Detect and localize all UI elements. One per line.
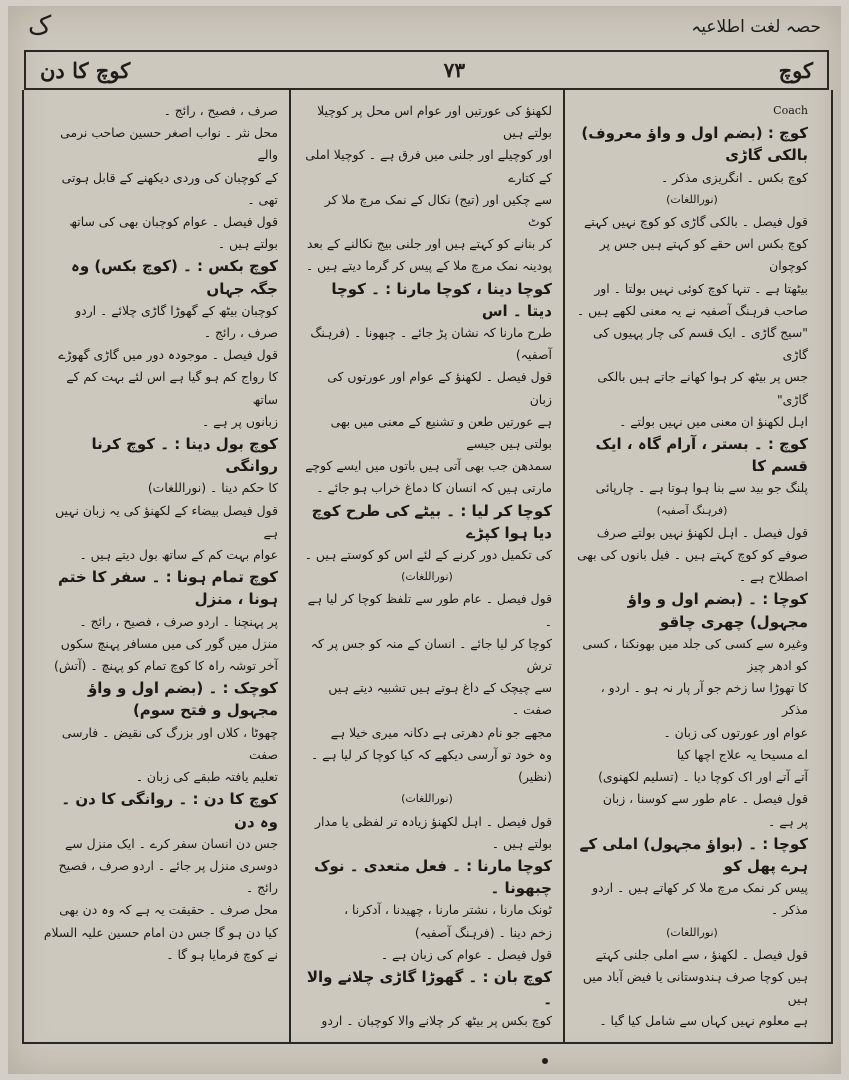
first-entry-word: کوچ xyxy=(778,57,813,83)
text-line: عوام اور عورتوں کی زبان ۔ xyxy=(663,724,808,740)
entry-headword: کوچ بکس : ۔ (کوچ بکس) وہ جگہ جہاں xyxy=(71,257,278,298)
entry-headword: کوچا : ۔ (بضم اول و واؤ مجہول) چھری چاقو xyxy=(627,590,808,631)
text-line: پر ہے ۔ xyxy=(768,813,808,829)
running-title: حصہ لغت اطلاعیہ xyxy=(691,16,821,37)
column-right xyxy=(566,92,818,1042)
text-line: قول فیصل ۔ موجودہ دور میں گاڑی گھوڑے xyxy=(58,347,278,363)
text-line: زخم دینا ۔ (فرہنگ آصفیہ) xyxy=(414,924,552,940)
top-header xyxy=(28,8,821,44)
text-line: قول فیصل ۔ اہل لکھنؤ نہیں بولتے صرف xyxy=(596,524,808,540)
header-bar xyxy=(24,50,829,90)
text-line: قول فیصل ۔ عوام کی زبان ہے ۔ xyxy=(380,946,552,962)
text-line: صاحب فرہنگ آصفیہ نے یہ معنی لکھے ہیں ۔ xyxy=(576,302,808,318)
column-divider xyxy=(289,90,291,1044)
text-line: مجھے جو نام دھرتی ہے دکانہ میری خیلا ہے xyxy=(330,724,552,740)
text-line: صرف ، رائج ۔ xyxy=(203,325,278,341)
section-letter: ک xyxy=(28,11,52,41)
entry-headword: کوچ بان : ۔ گھوڑا گاڑی چلانے والا ۔ xyxy=(306,967,552,1009)
text-line: بولتے ہیں ۔ xyxy=(491,835,552,851)
column-middle xyxy=(292,92,562,1042)
text-line: صرف ، فصیح ، رائج ۔ xyxy=(163,103,278,118)
entry-headword: کوچا : ۔ (بواؤ مجہول) املی کے ہرے پھل کو xyxy=(579,834,808,875)
entry-headword: کوچ : ۔ بستر ، آرام گاہ ، ایک قسم کا xyxy=(595,435,808,476)
text-line: ہے معلوم نہیں کہاں سے شامل کیا گیا ۔ xyxy=(599,1013,808,1029)
text-line: کوچ بکس ۔ انگریزی مذکر ۔ xyxy=(660,169,808,185)
column-left xyxy=(30,92,288,1042)
entry-headword: کوچا مارنا : ۔ فعل متعدی ۔ نوک چبھونا ۔ xyxy=(314,856,552,898)
entry-source: (نوراللغات) xyxy=(666,192,718,206)
column-divider xyxy=(563,90,565,1044)
text-line: وغیرہ سے کسی کی جلد میں بھونکنا ، کسی کو ادھر چیز xyxy=(582,635,808,674)
text-line: طرح مارنا کہ نشان پڑ جائے ۔ چبھونا ۔ (فرہنگ آصفیہ) xyxy=(310,325,552,363)
text-line: پودینہ نمک مرچ ملا کے پیس کر گرما دیتے ہیں ۔ xyxy=(305,258,552,274)
text-line: محل نثر ۔ نواب اصغر حسین صاحب نرمی والے xyxy=(60,125,278,163)
entry-headword: کوچ تمام ہونا : ۔ سفر کا ختم ہونا ، منزل xyxy=(58,568,278,609)
text-line: جس دن انسان سفر کرے ۔ ایک منزل سے xyxy=(65,835,278,851)
text-line: کوچا کر لیا جائے ۔ انسان کے منہ کو جس پر کہ ترش xyxy=(310,635,552,674)
text-line: منزل میں گور کی میں مسافر پہنچ سکوں xyxy=(60,635,278,651)
text-line: پیس کر نمک مرچ ملا کر کھاتے ہیں ۔ اردو مذکر ۔ xyxy=(592,880,808,918)
text-line: قول فیصل ۔ عام طور سے تلفظ کوچا کر لیا ہے ۔ xyxy=(307,591,552,629)
entry-headword: کوچ بول دینا : ۔ کوچ کرنا روانگی xyxy=(91,435,278,476)
text-line: چھوٹا ، کلاں اور بزرگ کی نقیض ۔ فارسی صفت xyxy=(61,724,278,762)
text-line: وہ خود تو آرسی دیکھے کہ کیا کوچا کر لیا ہے ۔ (نظیر) xyxy=(310,746,552,785)
text-line: عوام بہت کم کے ساتھ بول دیتے ہیں ۔ xyxy=(79,547,278,563)
text-line: کا حکم دینا ۔ (نوراللغات) xyxy=(147,480,278,496)
page-dot xyxy=(542,1058,548,1064)
text-line: قول فیصل ۔ لکھنؤ ، سے املی جلنی کہتے xyxy=(595,946,808,962)
text-line: محل صرف ۔ حقیقت یہ ہے کہ وہ دن بھی xyxy=(59,902,278,918)
text-line: اہل لکھنؤ ان معنی میں نہیں بولتے ۔ xyxy=(619,413,808,429)
text-line: تعلیم یافتہ طبقے کی زبان ۔ xyxy=(135,769,278,785)
text-line: صوفے کو کوچ کہتے ہیں ۔ فیل بانوں کی بھی xyxy=(577,547,808,563)
text-line: کیا دن ہو گا جس دن امام حسین علیہ السلام xyxy=(43,924,278,940)
text-line: سمدھن جب بھی آتی ہیں باتوں میں ایسے کوچے xyxy=(305,458,552,474)
text-line: کوچ بکس پر بیٹھ کر چلانے والا کوچبان ۔ اردو xyxy=(321,1013,552,1029)
page-number: ۷۳ xyxy=(443,58,466,82)
last-entry-word: کوچ کا دن xyxy=(40,57,131,83)
text-line: آتے آتے اور اک کوچا دیا ۔ (تسلیم لکھنوی) xyxy=(598,769,808,785)
entry-headword: کوچا کر لیا : ۔ بیٹے کی طرح کوچ دیا ہوا کپڑے xyxy=(311,501,552,542)
entry-headword: کوچک : ۔ (بضم اول و واؤ مجہول و فتح سوم) xyxy=(87,679,278,720)
text-line: قول فیصل ۔ اہل لکھنؤ زیادہ تر لفظی یا مدار xyxy=(315,813,552,829)
text-line: کوچ بکس اس حقے کو کہتے ہیں جس پر کوچوان xyxy=(599,236,808,274)
text-line: قول فیصل ۔ عوام کوچبان بھی کی ساتھ xyxy=(69,214,278,230)
text-line: دوسری منزل پر جائے ۔ اردو صرف ، فصیح xyxy=(58,857,278,873)
text-line: ہے عورتیں طعن و تشنیع کے معنی میں بھی بولتی ہیں جیسے xyxy=(330,413,552,452)
text-line: قول فیصل ۔ بالکی گاڑی کو کوچ نہیں کہتے xyxy=(583,214,808,230)
entry-source: (نوراللغات) xyxy=(666,925,718,939)
text-line: اصطلاح ہے ۔ xyxy=(738,569,808,585)
text-line: پر پہنچنا ۔ اردو صرف ، فصیح ، رائج ۔ xyxy=(79,613,278,629)
text-line: قول فیصل ۔ عام طور سے کوسنا ، زبان xyxy=(602,791,808,807)
text-line: پلنگ جو بید سے بنا ہوا ہوتا ہے ۔ چارپائی xyxy=(595,480,808,496)
text-line: رائج ۔ xyxy=(245,880,278,896)
text-line: کے کوچبان کی وردی دیکھنے کے قابل ہوتی تھی ۔ xyxy=(61,169,278,207)
entry-source: (فرہنگ آصفیہ) xyxy=(656,503,728,517)
text-line: اور کوچیلے اور جلنی میں فرق ہے ۔ کوچیلا املی کے کتارے xyxy=(305,147,552,185)
text-line: لکھنؤ کی عورتیں اور عوام اس محل پر کوچیلا بولتے ہیں xyxy=(317,103,552,141)
text-line: ٹونک مارنا ، نشتر مارنا ، چھیدنا ، آدکرنا ، xyxy=(344,902,552,918)
text-line: ہیں کوچا صرف ہندوستانی یا فیض آباد میں ہیں xyxy=(582,968,808,1007)
text-line: سے چیچک کے داغ ہوتے ہیں تشبیہ دیتے ہیں xyxy=(328,680,552,696)
text-line: کا تھوڑا سا زخم جو آر پار نہ ہو ۔ اردو ، مذکر xyxy=(600,680,808,718)
text-line: بیٹھتا ہے ۔ تنہا کوچ کوئی نہیں بولتا ۔ اور xyxy=(594,280,808,296)
entry-headword: کوچ : (بضم اول و واؤ معروف) بالکی گاڑی xyxy=(581,124,808,165)
entry-headword: کوچا دینا ، کوچا مارنا : ۔ کوچا دیتا ۔ اس xyxy=(331,279,552,320)
text-line: کر بنانے کو کہتے ہیں اور جلنی بیج نکالنے کے بعد xyxy=(306,236,552,252)
text-line: اے مسیحا یہ علاج اچھا کیا xyxy=(676,746,808,762)
text-line: نے کوچ فرمایا ہو گا ۔ xyxy=(166,946,278,962)
english-gloss: Coach xyxy=(773,104,808,117)
text-line: سے چکیں اور (تیج) نکال کے نمک مرچ ملا کر کوٹ xyxy=(324,191,552,230)
text-line: جس پر بیٹھ کر ہوا کھانے جاتے ہیں بالکی گاڑی" xyxy=(597,369,808,407)
text-line: "سیج گاڑی ۔ ایک قسم کی چار پہیوں کی گاڑی xyxy=(593,325,808,363)
entry-source: (نوراللغات) xyxy=(401,570,453,584)
text-line: کا رواج کم ہو گیا ہے اس لئے بہت کم کے ساتھ xyxy=(66,369,278,407)
entry-source: (نوراللغات) xyxy=(401,792,453,806)
text-line: آخر توشہ راہ کا کوچ تمام کو پہنچ ۔ (آتش) xyxy=(54,658,278,674)
entry-headword: کوچ کا دن : ۔ روانگی کا دن ۔ وہ دن xyxy=(61,790,278,831)
text-line: کوچبان بیٹھ کے گھوڑا گاڑی چلائے ۔ اردو xyxy=(75,302,278,318)
text-line: زبانوں پر ہے ۔ xyxy=(201,413,278,429)
text-line: صفت ۔ xyxy=(511,702,552,718)
text-line: کی تکمیل دور کرنے کے لئے اس کو کوستے ہیں ۔ xyxy=(304,547,552,563)
text-line: قول فیصل بیضاء کے لکھنؤ کی یہ زبان نہیں ہے xyxy=(55,502,278,540)
text-line: مارتی ہیں کہ انسان کا دماغ خراب ہو جائے ۔ xyxy=(316,480,552,496)
text-line: بولتے ہیں ۔ xyxy=(217,236,278,252)
text-line: قول فیصل ۔ لکھنؤ کے عوام اور عورتوں کی زبان xyxy=(327,369,552,407)
